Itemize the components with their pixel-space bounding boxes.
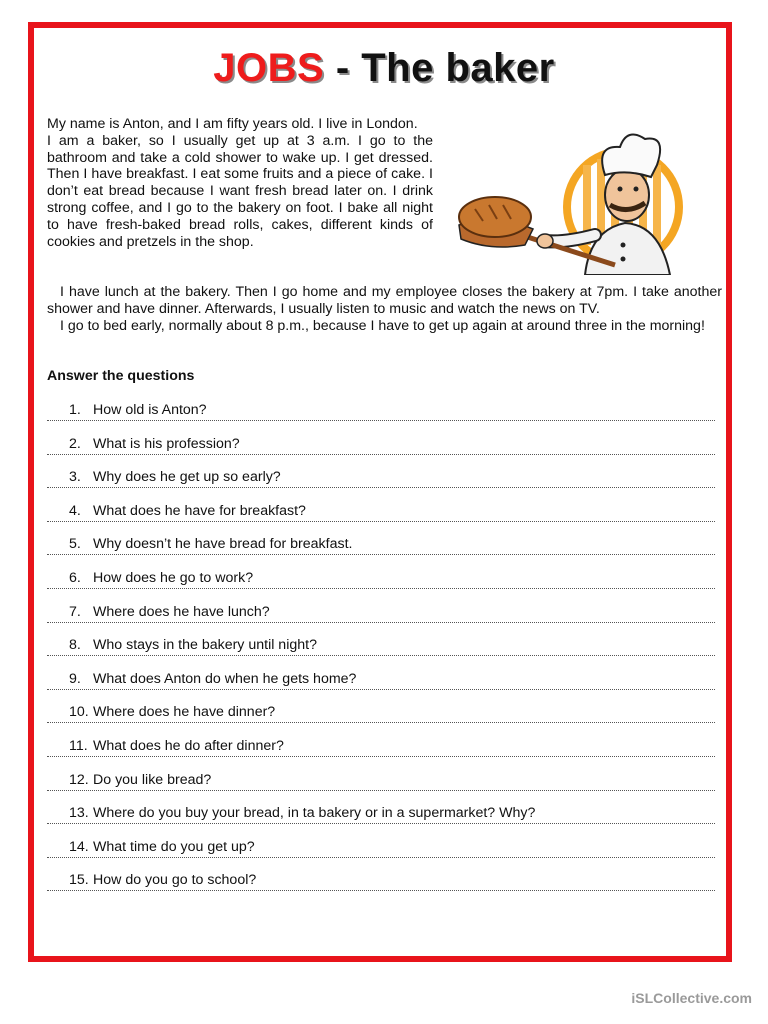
question-item [47, 872, 715, 906]
answer-line[interactable] [47, 790, 715, 791]
footer-watermark: iSLCollective.com [631, 990, 752, 1006]
answer-line[interactable] [47, 689, 715, 690]
question-item [47, 704, 715, 738]
answer-line[interactable] [47, 487, 715, 488]
question-text: How old is Anton? [93, 402, 207, 418]
question-text: How does he go to work? [93, 570, 254, 586]
answer-heading: Answer the questions [47, 368, 195, 384]
question-number: 12. [69, 771, 89, 788]
question-number: 4. [69, 502, 81, 519]
question-text: Who stays in the bakery until night? [93, 637, 317, 654]
answer-line[interactable] [47, 521, 715, 522]
question-number: 15. [69, 872, 89, 889]
question-number: 7. [69, 603, 81, 620]
question-text: Why doesn’t he have bread for breakfast. [93, 536, 353, 553]
question-number: 8. [69, 637, 81, 654]
answer-line[interactable] [47, 857, 715, 858]
story-paragraph-3-text: I go to bed early, normally about 8 p.m., because I have to get up again at around three in the morning! [60, 318, 705, 334]
question-item [47, 805, 715, 839]
answer-line[interactable] [47, 554, 715, 555]
answer-line[interactable] [47, 622, 715, 623]
question-text: What does he have for breakfast? [93, 502, 306, 519]
question-text: Do you like bread? [93, 771, 212, 788]
question-item [47, 671, 715, 705]
answer-line[interactable] [47, 420, 715, 421]
question-item [47, 570, 715, 604]
question-text: Where does he have dinner? [93, 704, 276, 721]
question-item [47, 469, 715, 503]
story-line: My name is Anton, and I am fifty years old. I live in London. [47, 116, 418, 132]
story-paragraph-2 [47, 284, 722, 318]
answer-line[interactable] [47, 890, 715, 891]
answer-line[interactable] [47, 454, 715, 455]
title-rest: - The baker [324, 46, 555, 90]
answer-line[interactable] [47, 722, 715, 723]
question-item [47, 604, 715, 638]
question-number: 6. [69, 570, 81, 586]
question-text: What does Anton do when he gets home? [93, 670, 357, 687]
question-text: Where do you buy your bread, in ta bakery or in a supermarket? Why? [93, 805, 536, 822]
question-number: 14. [69, 838, 89, 855]
question-number: 1. [69, 402, 81, 418]
answer-line[interactable] [47, 588, 715, 589]
story-paragraph-3 [47, 318, 722, 335]
question-number: 2. [69, 435, 81, 452]
question-text: Why does he get up so early? [93, 469, 281, 486]
question-item [47, 536, 715, 570]
question-item [47, 402, 715, 436]
question-item [47, 839, 715, 873]
question-number: 3. [69, 469, 81, 486]
question-text: What does he do after dinner? [93, 738, 284, 754]
question-text: How do you go to school? [93, 872, 257, 889]
question-text: What time do you get up? [93, 838, 255, 855]
answer-line[interactable] [47, 655, 715, 656]
question-item [47, 436, 715, 470]
chef-with-bread-illustration [455, 125, 727, 275]
question-number: 13. [69, 805, 89, 822]
question-text: What is his profession? [93, 435, 240, 452]
answer-line[interactable] [47, 823, 715, 824]
question-item [47, 503, 715, 537]
story-paragraph-2-text: I have lunch at the bakery. Then I go home and my employee closes the bakery at 7pm. I take another shower and have dinner. Afterwards, I usually listen to music and watch the news on TV. [47, 284, 722, 317]
question-item [47, 637, 715, 671]
question-number: 5. [69, 536, 81, 553]
question-item [47, 738, 715, 772]
question-number: 9. [69, 670, 81, 687]
question-number: 10. [69, 704, 89, 721]
story-paragraph-1 [47, 116, 433, 250]
answer-line[interactable] [47, 756, 715, 757]
story-line: I am a baker, so I usually get up at 3 a.m. I go to the bathroom and take a cold shower to wake up. I get dressed. Then I have breakfast. I eat some fruits and a piece of cake. I don’t eat bread because I want fresh bread later on. I drink strong coffee, and I go to the bakery on foot. I bake all night to have fresh-baked bread rolls, cakes, different kinds of cookies and pretzels in the shop. [47, 132, 433, 250]
question-text: Where does he have lunch? [93, 603, 270, 620]
title-jobs: JOBS [213, 46, 325, 90]
page-title [0, 46, 768, 91]
question-number: 11. [69, 738, 88, 754]
question-item [47, 772, 715, 806]
